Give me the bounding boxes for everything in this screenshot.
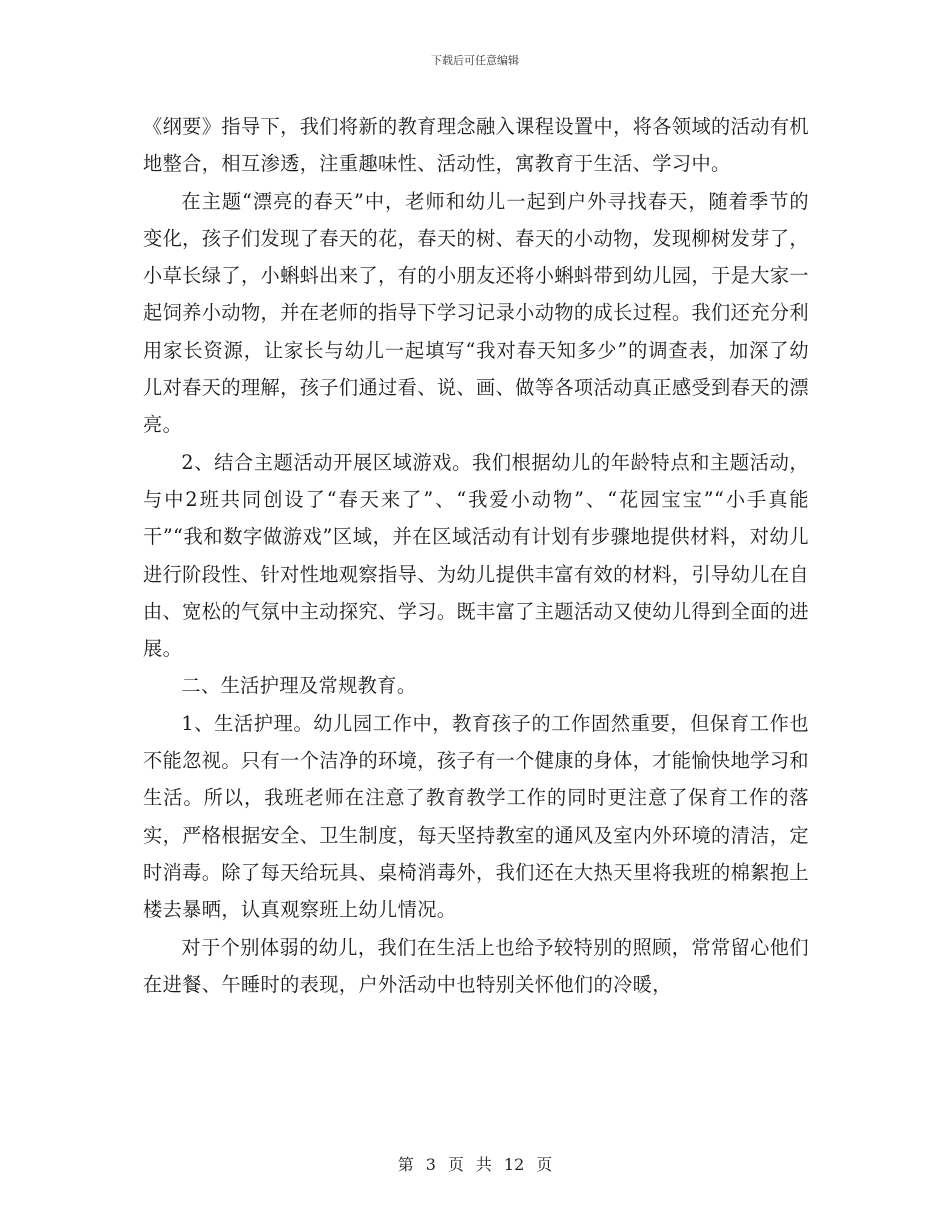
- paragraph-1: 《纲要》指导下，我们将新的教育理念融入课程设置中，将各领域的活动有机地整合，相互渗透，注重趣味性、活动性，寓教育于生活、学习中。: [143, 115, 809, 176]
- document-body: [143, 108, 809, 1003]
- paragraph-3: 2、结合主题活动开展区域游戏。我们根据幼儿的年龄特点和主题活动，与中2班共同创设了“春天来了”、“我爱小动物”、“花园宝宝”“小手真能干”“我和数字做游戏”区域，并在区域活动有计划有步骤地提供材料，对幼儿进行阶段性、针对性地观察指导、为幼儿提供丰富有效的材料，引导幼儿在自由、宽松的气氛中主动探究、学习。既丰富了主题活动又使幼儿得到全面的进展。: [143, 450, 809, 661]
- footer-current-page: 3: [425, 1155, 436, 1174]
- footer-page-unit: 页: [447, 1155, 464, 1174]
- footer-total-pages: 12: [503, 1155, 525, 1174]
- footer-page-label: 第: [397, 1155, 414, 1174]
- section-heading: 二、生活护理及常规教育。: [181, 674, 417, 698]
- paragraph-5: 对于个别体弱的幼儿，我们在生活上也给予较特别的照顾，常常留心他们在进餐、午睡时的表现，户外活动中也特别关怀他们的冷暖，: [143, 935, 809, 996]
- footer-total-label: 共: [475, 1155, 492, 1174]
- footer-total-unit: 页: [536, 1155, 553, 1174]
- paragraph-2: 在主题“漂亮的春天”中，老师和幼儿一起到户外寻找春天，随着季节的变化，孩子们发现了春天的花，春天的树、春天的小动物，发现柳树发芽了，小草长绿了，小蝌蚪出来了，有的小朋友还将小蝌蚪带到幼儿园，于是大家一起饲养小动物，并在老师的指导下学习记录小动物的成长过程。我们还充分利用家长资源，让家长与幼儿一起填写“我对春天知多少”的调查表，加深了幼儿对春天的理解，孩子们通过看、说、画、做等各项活动真正感受到春天的漂亮。: [143, 189, 809, 437]
- page-footer: [0, 1152, 950, 1175]
- paragraph-4: 1、生活护理。幼儿园工作中，教育孩子的工作固然重要，但保育工作也不能忽视。只有一个洁净的环境，孩子有一个健康的身体，才能愉快地学习和生活。所以，我班老师在注意了教育教学工作的同时更注意了保育工作的落实，严格根据安全、卫生制度，每天坚持教室的通风及室内外环境的清洁，定时消毒。除了每天给玩具、桌椅消毒外，我们还在大热天里将我班的棉絮抱上楼去暴晒，认真观察班上幼儿情况。: [143, 711, 809, 922]
- page-header: 下载后可任意编辑: [431, 54, 519, 67]
